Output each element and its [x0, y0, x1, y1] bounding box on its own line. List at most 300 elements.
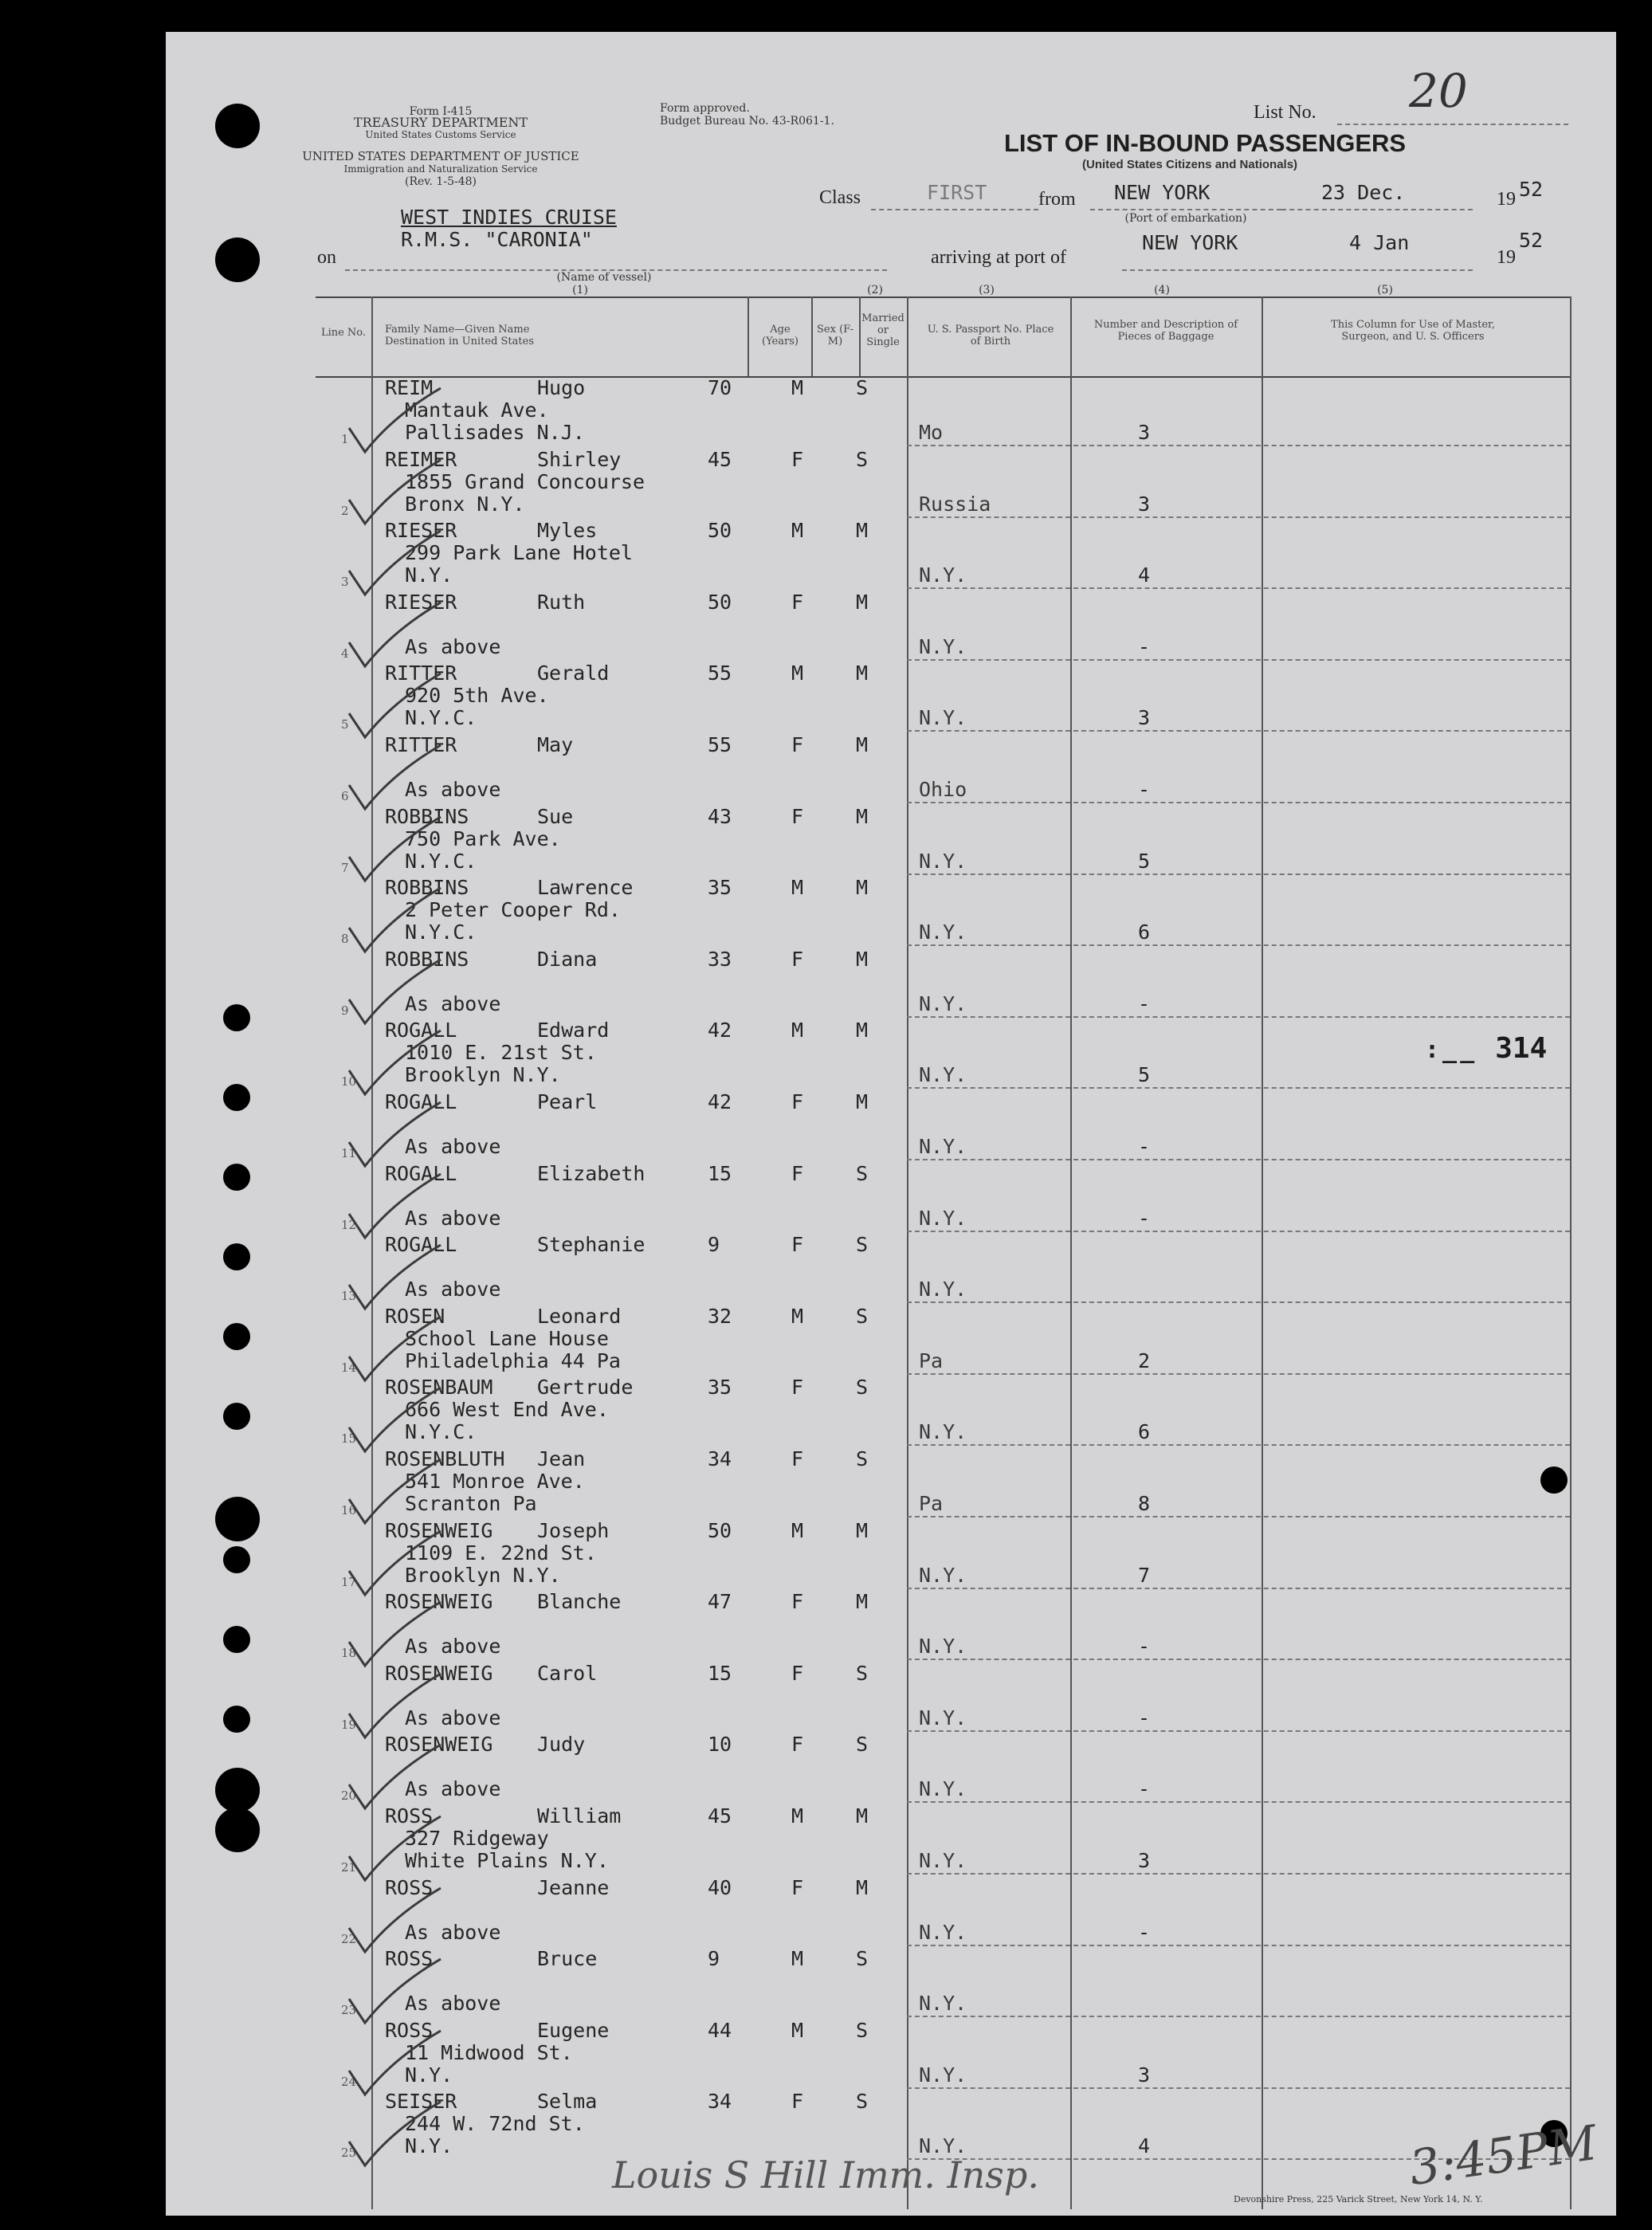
class-line	[871, 209, 1038, 210]
passenger-given-name: Bruce	[537, 1947, 598, 1971]
passenger-address-2: N.Y.C.	[405, 849, 477, 873]
row-rule	[907, 1588, 1570, 1589]
check-mark-icon	[345, 1884, 449, 1956]
customs-label: United States Customs Service	[365, 129, 516, 140]
list-no-label: List No.	[1254, 102, 1316, 123]
passenger-birthplace: N.Y.	[919, 1278, 967, 1301]
arrival-year: 52	[1519, 229, 1544, 252]
passenger-age: 34	[708, 2090, 732, 2114]
line-number: 8	[341, 932, 349, 947]
arrival-port-line	[1122, 269, 1473, 271]
passenger-given-name: Edward	[537, 1019, 610, 1042]
passenger-address-2: As above	[405, 1135, 501, 1158]
passenger-given-name: Selma	[537, 2090, 598, 2114]
passenger-given-name: Joseph	[537, 1518, 610, 1542]
table-row	[166, 662, 1600, 733]
passenger-marital-status: S	[856, 1661, 869, 1685]
passenger-given-name: Pearl	[537, 1090, 598, 1113]
header-baggage: Number and Description of Pieces of Baggage	[1093, 319, 1238, 343]
col-num-5: (5)	[1377, 284, 1393, 296]
line-number: 25	[341, 2146, 357, 2161]
passenger-address-2: N.Y.C.	[405, 921, 477, 944]
ins-label: Immigration and Naturalization Service	[343, 163, 538, 175]
passenger-baggage: -	[1138, 778, 1151, 801]
passenger-surname: ROSS	[385, 1804, 434, 1828]
passenger-address-2: Brooklyn N.Y.	[405, 1063, 561, 1087]
passenger-given-name: Jeanne	[537, 1875, 610, 1899]
line-number: 22	[341, 1931, 357, 1946]
check-mark-icon	[345, 1527, 449, 1599]
passenger-sex: M	[791, 1019, 804, 1042]
passenger-sex: F	[791, 733, 804, 756]
registry-stamp	[1425, 1032, 1547, 1065]
passenger-baggage: 6	[1138, 921, 1151, 944]
passenger-marital-status: S	[856, 1304, 869, 1328]
passenger-birthplace: N.Y.	[919, 1063, 967, 1087]
col-num-3: (3)	[979, 284, 995, 296]
passenger-given-name: Gerald	[537, 662, 610, 685]
table-row	[166, 1305, 1600, 1376]
passenger-address-1: School Lane House	[405, 1326, 609, 1350]
check-mark-icon	[345, 2027, 449, 2098]
passenger-sex: M	[791, 519, 804, 543]
line-number: 11	[341, 1146, 357, 1160]
passenger-baggage: 5	[1138, 1063, 1151, 1087]
check-mark-icon	[345, 956, 449, 1027]
treasury-label: TREASURY DEPARTMENT	[353, 115, 528, 130]
passenger-surname: ROSENWEIG	[385, 1518, 493, 1542]
check-mark-icon	[345, 884, 449, 956]
passenger-birthplace: N.Y.	[919, 1920, 967, 1944]
passenger-surname: ROSS	[385, 1875, 434, 1899]
passenger-baggage: -	[1138, 634, 1151, 658]
table-row	[166, 1019, 1600, 1090]
row-rule	[907, 1301, 1570, 1303]
passenger-surname: ROSENWEIG	[385, 1733, 493, 1757]
passenger-age: 15	[708, 1661, 732, 1685]
passenger-birthplace: N.Y.	[919, 1420, 967, 1444]
passenger-birthplace: Pa	[919, 1349, 944, 1372]
passenger-baggage: 7	[1138, 1563, 1151, 1587]
row-rule	[907, 587, 1570, 589]
passenger-surname: ROSENWEIG	[385, 1590, 493, 1614]
passenger-surname: ROSENWEIG	[385, 1661, 493, 1685]
passenger-birthplace: N.Y.	[919, 1849, 967, 1872]
passenger-baggage: -	[1138, 1635, 1151, 1659]
passenger-given-name: Shirley	[537, 447, 622, 471]
line-number: 12	[341, 1217, 357, 1232]
passenger-age: 44	[708, 2018, 732, 2042]
passenger-surname: RIESER	[385, 519, 457, 543]
passenger-marital-status: S	[856, 1233, 869, 1257]
class-value: FIRST	[927, 181, 987, 204]
table-row	[166, 1447, 1600, 1519]
check-mark-icon	[345, 1670, 449, 1741]
passenger-surname: ROSEN	[385, 1304, 445, 1328]
passenger-age: 55	[708, 662, 732, 685]
passenger-marital-status: S	[856, 2018, 869, 2042]
row-rule	[907, 1730, 1570, 1732]
table-row	[166, 1090, 1600, 1162]
passenger-address-2: As above	[405, 1635, 501, 1659]
table-row	[166, 1947, 1600, 2019]
printer-imprint: Devonshire Press, 225 Varick Street, New York 14, N. Y.	[1234, 2194, 1483, 2204]
passenger-age: 45	[708, 447, 732, 471]
passenger-baggage: 2	[1138, 1349, 1151, 1372]
passenger-age: 15	[708, 1161, 732, 1185]
passenger-surname: ROGALL	[385, 1233, 457, 1257]
passenger-birthplace: N.Y.	[919, 1135, 967, 1158]
passenger-marital-status: M	[856, 876, 869, 900]
passenger-address-2: As above	[405, 1992, 501, 2016]
passenger-age: 42	[708, 1090, 732, 1113]
passenger-marital-status: S	[856, 376, 869, 399]
passenger-marital-status: M	[856, 662, 869, 685]
line-number: 19	[341, 1717, 357, 1732]
passenger-sex: F	[791, 1733, 804, 1757]
passenger-sex: F	[791, 804, 804, 828]
on-label: on	[317, 247, 336, 268]
passenger-surname: ROBBINS	[385, 876, 469, 900]
table-row	[166, 1162, 1600, 1234]
passenger-address-2: Brooklyn N.Y.	[405, 1563, 561, 1587]
passenger-baggage: 5	[1138, 849, 1151, 873]
line-number: 4	[341, 646, 349, 661]
passenger-age: 34	[708, 1447, 732, 1470]
passenger-sex: F	[791, 1590, 804, 1614]
check-mark-icon	[345, 1955, 449, 2027]
passenger-baggage: -	[1138, 1135, 1151, 1158]
passenger-surname: REIMER	[385, 447, 457, 471]
passenger-birthplace: Pa	[919, 1492, 944, 1515]
stamp-number: 314	[1495, 1032, 1548, 1065]
passenger-sex: M	[791, 376, 804, 399]
header-age: Age (Years)	[762, 324, 799, 347]
table-row	[166, 948, 1600, 1019]
passenger-sex: F	[791, 1233, 804, 1257]
passenger-address-1: 327 Ridgeway	[405, 1827, 549, 1850]
passenger-sex: M	[791, 876, 804, 900]
header-name: Family Name—Given Name Destination in United States	[385, 324, 534, 347]
col-num-2: (2)	[867, 284, 883, 296]
header-sex: Sex (F-M)	[817, 324, 853, 347]
passenger-address-2: N.Y.C.	[405, 706, 477, 730]
passenger-surname: ROSS	[385, 2018, 434, 2042]
line-number: 24	[341, 2074, 357, 2089]
row-rule	[907, 944, 1570, 946]
passenger-birthplace: Mo	[919, 421, 944, 444]
table-top-rule	[316, 296, 1570, 298]
check-mark-icon	[345, 1598, 449, 1670]
passenger-marital-status: M	[856, 1518, 869, 1542]
row-rule	[907, 802, 1570, 803]
passenger-age: 32	[708, 1304, 732, 1328]
revision-label: (Rev. 1-5-48)	[405, 175, 477, 188]
table-row	[166, 733, 1600, 805]
row-rule	[907, 1087, 1570, 1089]
form-approved: Form approved.	[660, 102, 750, 115]
inspector-signature: Louis S Hill Imm. Insp.	[612, 2153, 1039, 2197]
date-line	[1281, 209, 1473, 210]
embarkation-port: NEW YORK	[1114, 181, 1211, 204]
passenger-baggage: 3	[1138, 2063, 1151, 2087]
passenger-surname: ROBBINS	[385, 947, 469, 971]
form-subtitle: (United States Citizens and Nationals)	[1082, 158, 1298, 171]
row-rule	[907, 659, 1570, 661]
passenger-surname: REIM	[385, 376, 434, 399]
passenger-address-2: Bronx N.Y.	[405, 492, 525, 516]
line-number: 10	[341, 1074, 357, 1089]
passenger-baggage: 8	[1138, 1492, 1151, 1515]
passenger-address-2: As above	[405, 1278, 501, 1301]
passenger-address-1: 1109 E. 22nd St.	[405, 1541, 597, 1565]
passenger-marital-status: M	[856, 1019, 869, 1042]
passenger-age: 35	[708, 1376, 732, 1400]
passenger-marital-status: M	[856, 590, 869, 614]
header-officers: This Column for Use of Master, Surgeon, and U. S. Officers	[1331, 319, 1495, 343]
passenger-baggage: 6	[1138, 1420, 1151, 1444]
line-number: 23	[341, 2003, 357, 2018]
header-passport: U. S. Passport No. Place of Birth	[927, 324, 1054, 347]
table-row	[166, 876, 1600, 948]
check-mark-icon	[345, 1384, 449, 1455]
table-row	[166, 1876, 1600, 1948]
passenger-given-name: William	[537, 1804, 622, 1828]
passenger-address-1: 2 Peter Cooper Rd.	[405, 898, 621, 922]
passenger-sex: F	[791, 590, 804, 614]
passenger-age: 10	[708, 1733, 732, 1757]
passenger-marital-status: M	[856, 1804, 869, 1828]
row-rule	[907, 2016, 1570, 2017]
passenger-address-2: As above	[405, 1777, 501, 1801]
passenger-address-2: Scranton Pa	[405, 1492, 537, 1515]
passenger-sex: M	[791, 1304, 804, 1328]
embarkation-caption: (Port of embarkation)	[1124, 212, 1247, 225]
passenger-sex: F	[791, 1161, 804, 1185]
year-label: 19	[1497, 189, 1516, 210]
check-mark-icon	[345, 1170, 449, 1242]
table-row	[166, 591, 1600, 662]
passenger-given-name: Lawrence	[537, 876, 634, 900]
passenger-baggage: -	[1138, 1920, 1151, 1944]
list-number: 20	[1409, 64, 1468, 118]
passenger-address-1: 299 Park Lane Hotel	[405, 541, 633, 565]
passenger-birthplace: N.Y.	[919, 921, 967, 944]
passenger-birthplace: N.Y.	[919, 2063, 967, 2087]
passenger-birthplace: N.Y.	[919, 634, 967, 658]
passenger-address-1: 541 Monroe Ave.	[405, 1470, 585, 1493]
row-rule	[907, 445, 1570, 446]
passenger-baggage: 3	[1138, 706, 1151, 730]
passenger-sex: F	[791, 1875, 804, 1899]
passenger-marital-status: S	[856, 2090, 869, 2114]
passenger-given-name: Judy	[537, 1733, 586, 1757]
passenger-sex: M	[791, 2018, 804, 2042]
check-mark-icon	[345, 599, 449, 670]
arrival-date: 4 Jan	[1349, 231, 1410, 254]
passenger-given-name: Blanche	[537, 1590, 622, 1614]
passenger-marital-status: M	[856, 1875, 869, 1899]
year-label-2: 19	[1497, 247, 1516, 268]
passenger-given-name: Diana	[537, 947, 598, 971]
passenger-address-2: White Plains N.Y.	[405, 1849, 609, 1872]
passenger-given-name: Sue	[537, 804, 574, 828]
line-number: 18	[341, 1646, 357, 1661]
line-number: 13	[341, 1289, 357, 1304]
passenger-marital-status: M	[856, 733, 869, 756]
manifest-page	[166, 32, 1616, 2216]
passenger-sex: M	[791, 1947, 804, 1971]
line-number: 9	[341, 1003, 349, 1018]
table-row	[166, 805, 1600, 877]
passenger-age: 47	[708, 1590, 732, 1614]
passenger-sex: F	[791, 947, 804, 971]
passenger-address-2: As above	[405, 634, 501, 658]
passenger-age: 9	[708, 1233, 720, 1257]
vessel-caption: (Name of vessel)	[556, 271, 652, 284]
passenger-address-1: 750 Park Ave.	[405, 826, 561, 850]
passenger-sex: F	[791, 1447, 804, 1470]
passenger-marital-status: S	[856, 1161, 869, 1185]
passenger-given-name: Leonard	[537, 1304, 622, 1328]
passenger-sex: F	[791, 1376, 804, 1400]
line-number: 15	[341, 1431, 357, 1447]
from-label: from	[1038, 189, 1076, 210]
passenger-age: 9	[708, 1947, 720, 1971]
line-number: 17	[341, 1574, 357, 1589]
passenger-marital-status: S	[856, 1376, 869, 1400]
table-row	[166, 1733, 1600, 1804]
row-rule	[907, 874, 1570, 875]
passenger-baggage: 3	[1138, 1849, 1151, 1872]
line-number: 5	[341, 717, 349, 732]
table-row	[166, 1519, 1600, 1591]
passenger-address-2: As above	[405, 991, 501, 1015]
row-rule	[907, 1516, 1570, 1517]
passenger-surname: RITTER	[385, 662, 457, 685]
passenger-age: 50	[708, 519, 732, 543]
check-mark-icon	[345, 1812, 449, 1884]
passenger-age: 45	[708, 1804, 732, 1828]
passenger-sex: F	[791, 2090, 804, 2114]
row-rule	[907, 1444, 1570, 1446]
check-mark-icon	[345, 456, 449, 528]
table-row	[166, 1662, 1600, 1733]
passenger-surname: RITTER	[385, 733, 457, 756]
passenger-baggage: -	[1138, 1206, 1151, 1230]
passenger-given-name: Ruth	[537, 590, 586, 614]
passenger-address-1: 666 West End Ave.	[405, 1398, 609, 1422]
line-number: 1	[341, 432, 349, 446]
passenger-marital-status: S	[856, 447, 869, 471]
col-rule-name	[748, 296, 749, 376]
line-number: 21	[341, 1860, 357, 1875]
vessel-name-line1: WEST INDIES CRUISE	[401, 206, 617, 229]
table-row	[166, 376, 1600, 448]
passenger-address-2: Pallisades N.J.	[405, 421, 585, 444]
row-rule	[907, 1373, 1570, 1375]
passenger-baggage: 3	[1138, 421, 1151, 444]
passenger-surname: ROGALL	[385, 1161, 457, 1185]
passenger-birthplace: N.Y.	[919, 1777, 967, 1801]
passenger-marital-status: S	[856, 1733, 869, 1757]
check-mark-icon	[345, 1313, 449, 1384]
check-mark-icon	[345, 813, 449, 885]
row-rule	[907, 2087, 1570, 2089]
passenger-age: 35	[708, 876, 732, 900]
passenger-age: 55	[708, 733, 732, 756]
passenger-marital-status: M	[856, 519, 869, 543]
passenger-age: 40	[708, 1875, 732, 1899]
passenger-given-name: Jean	[537, 1447, 586, 1470]
check-mark-icon	[345, 669, 449, 741]
check-mark-icon	[345, 1455, 449, 1527]
col-num-4: (4)	[1154, 284, 1170, 296]
row-rule	[907, 516, 1570, 518]
passenger-baggage: 4	[1138, 2134, 1151, 2158]
line-number: 16	[341, 1503, 357, 1517]
passenger-surname: ROSS	[385, 1947, 434, 1971]
passenger-birthplace: N.Y.	[919, 1992, 967, 2016]
passenger-address-1: 920 5th Ave.	[405, 684, 549, 708]
passenger-birthplace: N.Y.	[919, 1206, 967, 1230]
passenger-age: 33	[708, 947, 732, 971]
passenger-baggage: -	[1138, 1706, 1151, 1729]
passenger-age: 70	[708, 376, 732, 399]
time-annotation: 3:45PM	[1406, 2114, 1601, 2197]
passenger-sex: F	[791, 447, 804, 471]
passenger-birthplace: N.Y.	[919, 991, 967, 1015]
passenger-address-2: N.Y.C.	[405, 1420, 477, 1444]
passenger-age: 42	[708, 1019, 732, 1042]
passenger-address-2: As above	[405, 1706, 501, 1729]
table-row	[166, 1233, 1600, 1305]
passenger-surname: ROGALL	[385, 1090, 457, 1113]
check-mark-icon	[345, 2098, 449, 2169]
row-rule	[907, 1801, 1570, 1803]
passenger-marital-status: S	[856, 1947, 869, 1971]
passenger-birthplace: N.Y.	[919, 563, 967, 587]
check-mark-icon	[345, 1241, 449, 1313]
passenger-address-2: Philadelphia 44 Pa	[405, 1349, 621, 1372]
passenger-given-name: Hugo	[537, 376, 586, 399]
passenger-address-1: Mantauk Ave.	[405, 398, 549, 422]
table-row	[166, 2019, 1600, 2091]
passenger-birthplace: N.Y.	[919, 1706, 967, 1729]
row-rule	[907, 1873, 1570, 1875]
passenger-given-name: Elizabeth	[537, 1161, 645, 1185]
passenger-birthplace: N.Y.	[919, 1635, 967, 1659]
passenger-baggage: -	[1138, 991, 1151, 1015]
passenger-birthplace: Russia	[919, 492, 991, 516]
passenger-given-name: May	[537, 733, 574, 756]
line-number: 14	[341, 1360, 357, 1375]
header-line-no: Line No.	[320, 327, 367, 339]
passenger-address-2: As above	[405, 778, 501, 801]
stamp-dashes: :__	[1425, 1036, 1496, 1064]
passenger-marital-status: M	[856, 1090, 869, 1113]
table-row	[166, 1804, 1600, 1876]
binder-hole	[215, 104, 260, 148]
passenger-given-name: Stephanie	[537, 1233, 645, 1257]
passenger-address-1: 11 Midwood St.	[405, 2040, 573, 2064]
table-row	[166, 2090, 1600, 2161]
row-rule	[907, 1159, 1570, 1160]
passenger-address-1: 1010 E. 21st St.	[405, 1041, 597, 1065]
list-no-line	[1337, 124, 1568, 125]
check-mark-icon	[345, 1098, 449, 1170]
passenger-sex: F	[791, 1090, 804, 1113]
